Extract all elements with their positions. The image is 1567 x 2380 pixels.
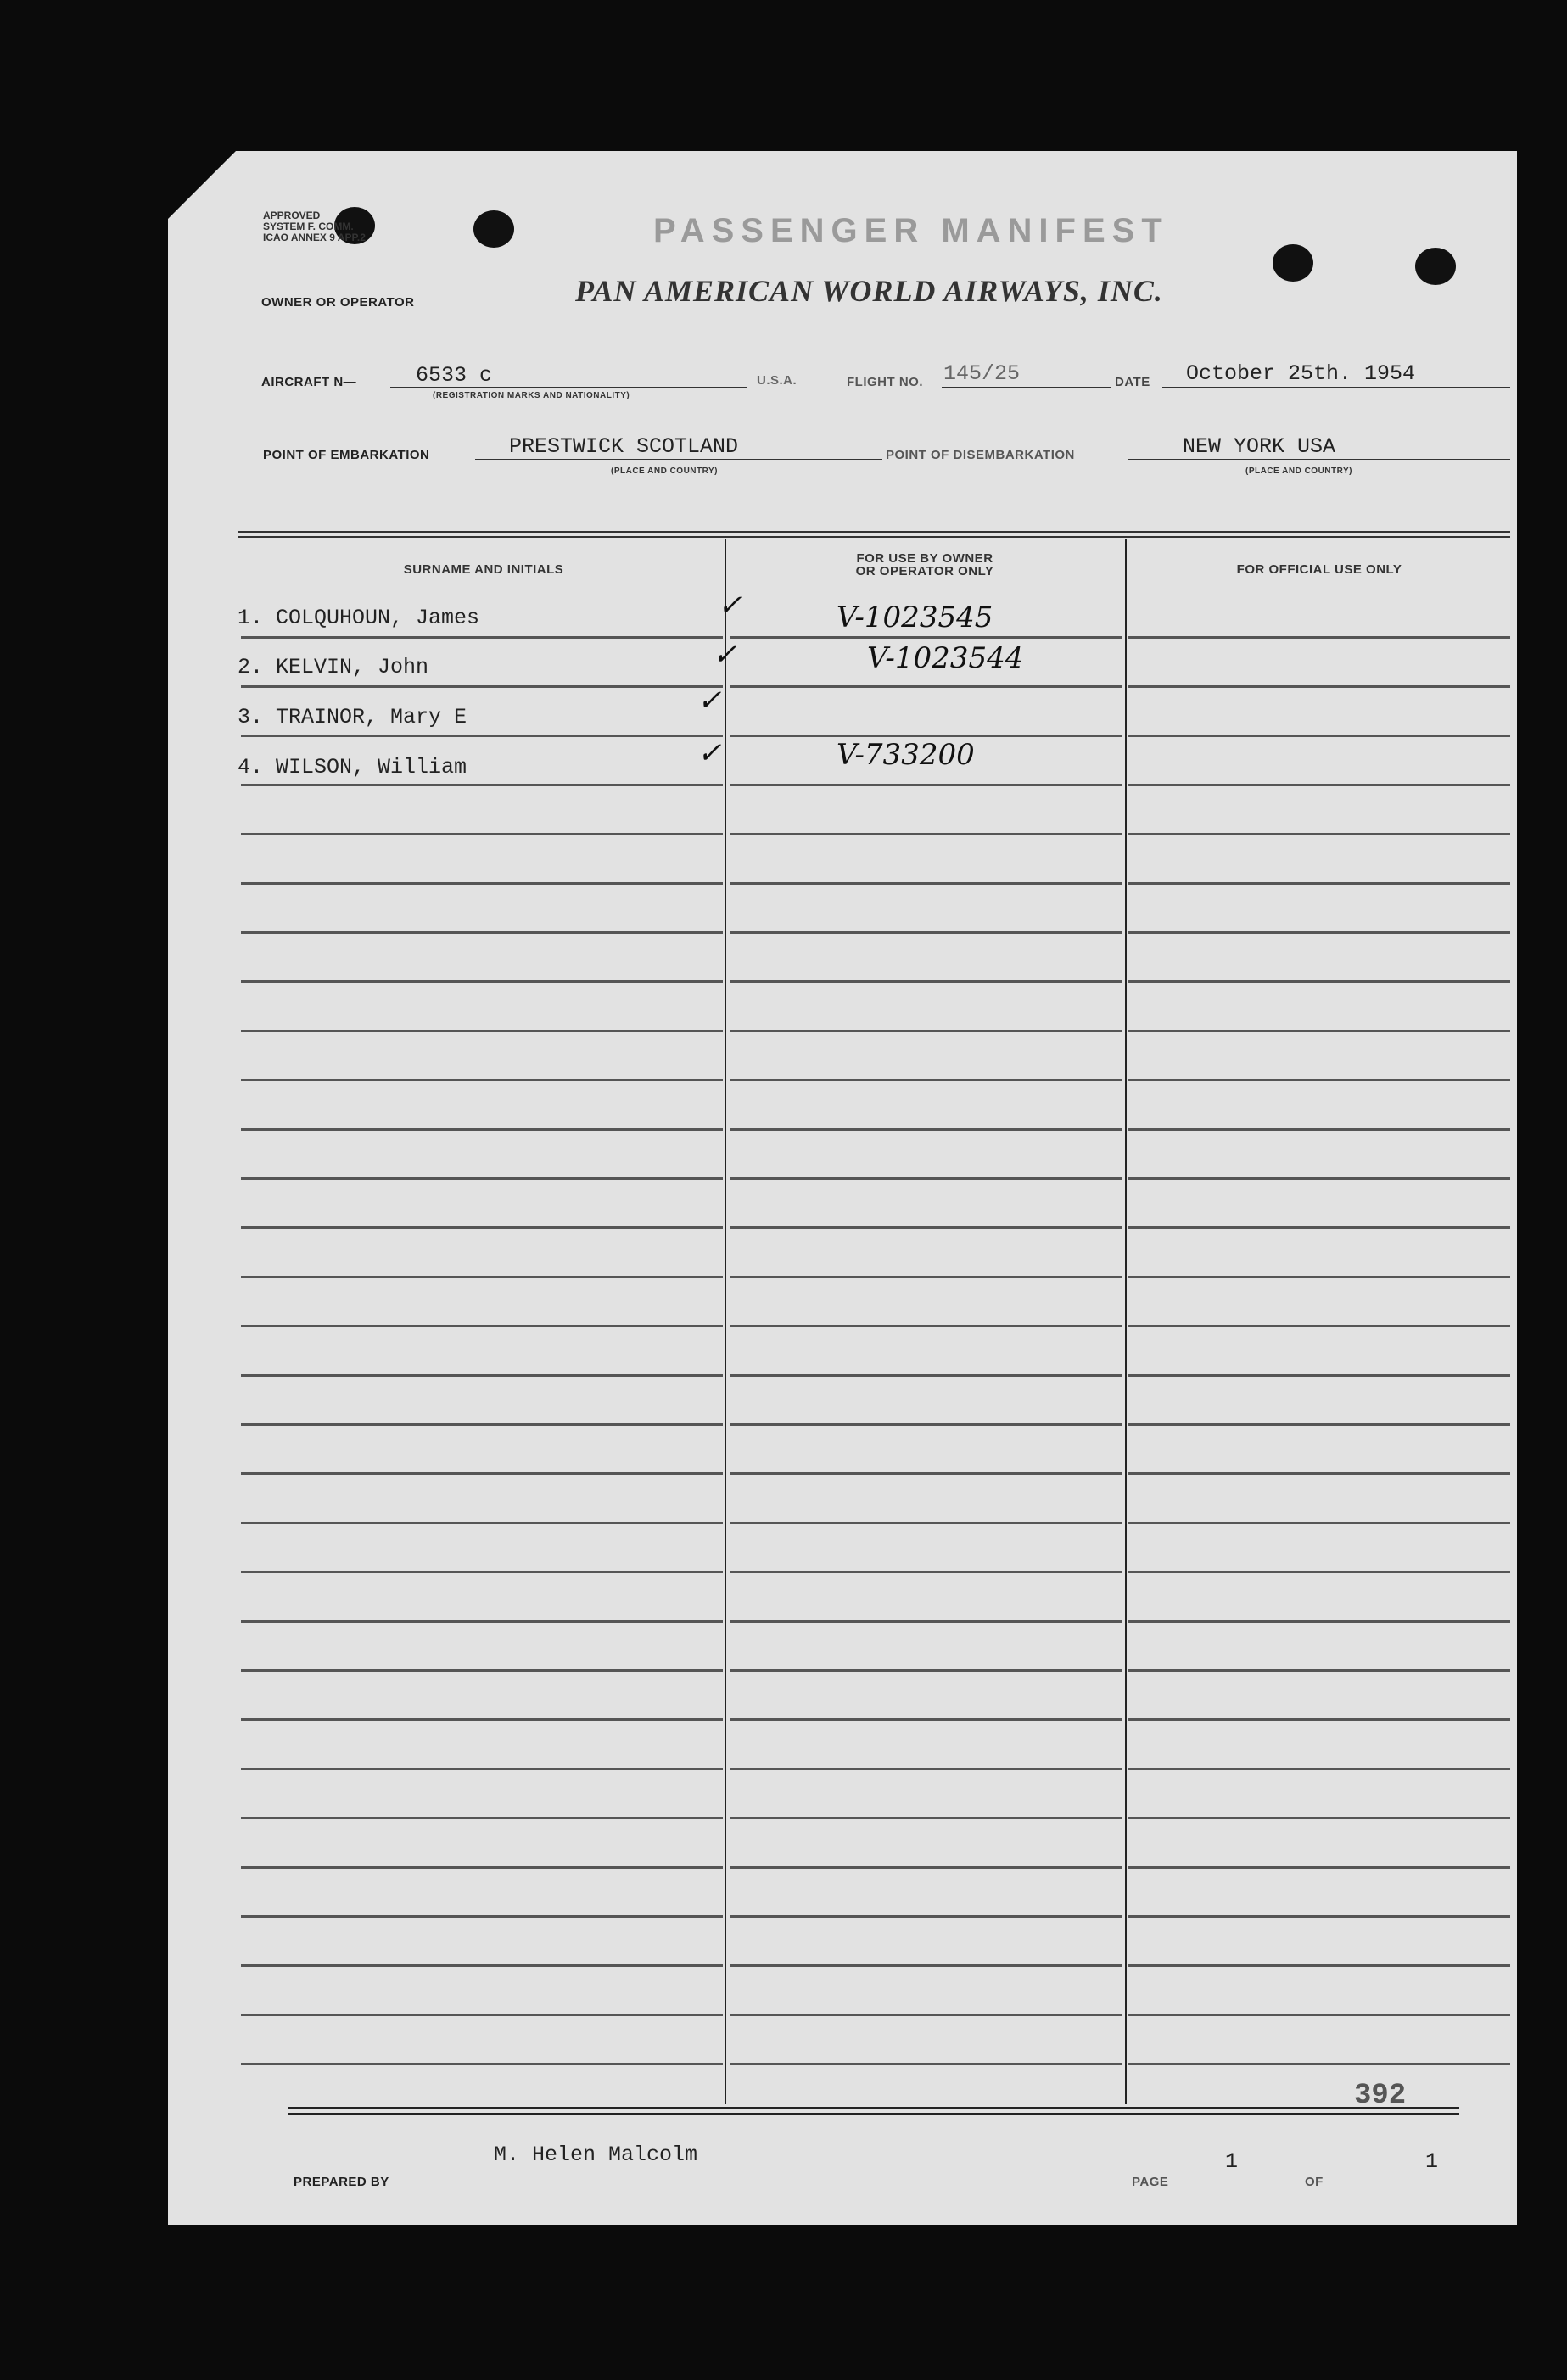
table-row-line (1128, 1226, 1510, 1229)
passenger-row-2-name: 2. KELVIN, John (238, 655, 429, 679)
table-row-line (730, 1276, 1122, 1278)
column-divider (1125, 539, 1127, 2104)
table-row-line (730, 735, 1122, 737)
table-row-line (241, 1325, 723, 1327)
owner-code-2: V-1023544 (867, 641, 1024, 675)
table-row-line (1128, 1276, 1510, 1278)
punch-hole (1415, 248, 1456, 285)
embarkation-label: POINT OF EMBARKATION (263, 448, 430, 462)
table-row-line (241, 685, 723, 688)
table-row-line (1128, 1620, 1510, 1623)
of-label: OF (1305, 2175, 1324, 2189)
passenger-row-3-name: 3. TRAINOR, Mary E (238, 705, 467, 729)
table-row-line (730, 1423, 1122, 1426)
aircraft-label: AIRCRAFT N— (261, 375, 357, 389)
punch-hole (473, 210, 514, 248)
table-row-line (730, 1522, 1122, 1524)
table-row-line (730, 2014, 1122, 2016)
table-row-line (1128, 1669, 1510, 1672)
date-label: DATE (1115, 375, 1150, 389)
page-label: PAGE (1132, 2175, 1169, 2189)
table-row-line (241, 1226, 723, 1229)
table-row-line (1128, 1571, 1510, 1573)
table-row-line (241, 1620, 723, 1623)
table-row-line (1128, 1030, 1510, 1032)
flight-label: FLIGHT NO. (847, 375, 923, 389)
passenger-row-1-name: 1. COLQUHOUN, James (238, 606, 480, 630)
table-row-line (1128, 1866, 1510, 1869)
table-row-line (730, 931, 1122, 934)
table-row-line (241, 882, 723, 885)
table-row-line (241, 1472, 723, 1475)
table-row-line (241, 1177, 723, 1180)
registration-note: (REGISTRATION MARKS AND NATIONALITY) (433, 391, 630, 400)
check-mark-1: ✓ (718, 589, 742, 623)
passenger-row-4-name: 4. WILSON, William (238, 755, 467, 779)
flight-underline (942, 387, 1111, 388)
table-row-line (1128, 2063, 1510, 2065)
table-row-line (1128, 784, 1510, 786)
table-row-line (730, 980, 1122, 983)
check-mark-4: ✓ (697, 736, 722, 770)
table-row-line (1128, 1522, 1510, 1524)
table-row-line (730, 1030, 1122, 1032)
owner-code-4: V-733200 (837, 738, 975, 772)
col-header-official: FOR OFFICIAL USE ONLY (1236, 562, 1402, 577)
table-row-line (1128, 2014, 1510, 2016)
table-row-line (730, 1915, 1122, 1918)
table-row-line (1128, 833, 1510, 835)
col-header-surname: SURNAME AND INITIALS (403, 562, 564, 577)
table-row-line (1128, 1128, 1510, 1131)
approval-line-3: ICAO ANNEX 9 APP.2 (263, 232, 366, 243)
table-row-line (1128, 1768, 1510, 1770)
table-row-line (1128, 1718, 1510, 1721)
punch-hole (1273, 244, 1313, 282)
table-row-line (1128, 882, 1510, 885)
form-title: PASSENGER MANIFEST (653, 212, 1169, 249)
table-row-line (1128, 1915, 1510, 1918)
table-row-line (1128, 1817, 1510, 1819)
embarkation-value: PRESTWICK SCOTLAND (509, 434, 739, 459)
table-row-line (730, 1226, 1122, 1229)
check-mark-3: ✓ (697, 684, 722, 718)
table-row-line (730, 1128, 1122, 1131)
approval-line-1: APPROVED (263, 210, 321, 221)
folded-corner (168, 151, 236, 219)
table-row-line (730, 1768, 1122, 1770)
table-row-line (730, 1325, 1122, 1327)
table-row-line (730, 636, 1122, 639)
table-row-line (241, 1768, 723, 1770)
table-row-line (241, 980, 723, 983)
table-row-line (730, 833, 1122, 835)
table-row-line (241, 1374, 723, 1377)
check-mark-2: ✓ (713, 638, 737, 672)
approval-line-2: SYSTEM F. COMM. (263, 221, 354, 232)
table-row-line (241, 636, 723, 639)
table-row-line (241, 1964, 723, 1967)
embarkation-underline (475, 459, 882, 460)
usa-label: U.S.A. (757, 373, 797, 388)
table-row-line (241, 1128, 723, 1131)
table-row-line (1128, 1177, 1510, 1180)
column-divider (725, 539, 726, 2104)
table-row-line (241, 1522, 723, 1524)
prepared-label: PREPARED BY (294, 2175, 389, 2189)
table-row-line (730, 1374, 1122, 1377)
table-row-line (241, 1669, 723, 1672)
table-row-line (1128, 1079, 1510, 1081)
table-row-line (730, 2063, 1122, 2065)
col-header-owner-1: FOR USE BY OWNER (856, 551, 993, 566)
table-row-line (241, 931, 723, 934)
footer-rule (288, 2107, 1459, 2109)
footer-rule-2 (288, 2113, 1459, 2115)
col-header-owner-2: OR OPERATOR ONLY (855, 564, 994, 578)
table-row-line (730, 1620, 1122, 1623)
table-top-rule (238, 531, 1510, 533)
owner-label: OWNER OR OPERATOR (261, 295, 415, 310)
disembarkation-value: NEW YORK USA (1183, 434, 1336, 459)
table-row-line (730, 685, 1122, 688)
flight-value: 145/25 (943, 361, 1021, 386)
table-row-line (241, 1030, 723, 1032)
table-row-line (241, 2014, 723, 2016)
table-row-line (730, 1669, 1122, 1672)
disembarkation-place-note: (PLACE AND COUNTRY) (1245, 467, 1352, 476)
disembarkation-label: POINT OF DISEMBARKATION (886, 448, 1075, 462)
table-row-line (1128, 980, 1510, 983)
of-value: 1 (1425, 2149, 1439, 2174)
table-row-line (241, 2063, 723, 2065)
owner-value: PAN AMERICAN WORLD AIRWAYS, INC. (575, 274, 1163, 308)
table-row-line (730, 1079, 1122, 1081)
table-row-line (730, 1472, 1122, 1475)
table-row-line (730, 1866, 1122, 1869)
table-row-line (241, 735, 723, 737)
owner-code-1: V-1023545 (837, 601, 993, 634)
date-underline (1162, 387, 1510, 388)
table-row-line (730, 1817, 1122, 1819)
table-row-line (1128, 1964, 1510, 1967)
disembarkation-underline (1128, 459, 1510, 460)
stamp-number: 392 (1354, 2080, 1407, 2112)
table-row-line (730, 1177, 1122, 1180)
table-row-line (241, 1866, 723, 1869)
table-row-line (1128, 735, 1510, 737)
table-row-line (1128, 1423, 1510, 1426)
page-value: 1 (1225, 2149, 1239, 2174)
table-row-line (1128, 1325, 1510, 1327)
prepared-value: M. Helen Malcolm (494, 2143, 698, 2167)
table-row-line (241, 1915, 723, 1918)
table-row-line (1128, 1472, 1510, 1475)
table-row-line (241, 1718, 723, 1721)
table-row-line (241, 1817, 723, 1819)
table-row-line (241, 833, 723, 835)
table-row-line (241, 1079, 723, 1081)
embarkation-place-note: (PLACE AND COUNTRY) (611, 467, 718, 476)
table-row-line (1128, 636, 1510, 639)
table-row-line (241, 784, 723, 786)
date-value: October 25th. 1954 (1186, 361, 1416, 386)
table-row-line (730, 1718, 1122, 1721)
table-row-line (730, 1964, 1122, 1967)
table-row-line (241, 1423, 723, 1426)
table-row-line (241, 1276, 723, 1278)
table-row-line (730, 1571, 1122, 1573)
aircraft-value: 6533 c (416, 363, 493, 388)
table-row-line (1128, 1374, 1510, 1377)
table-row-line (1128, 685, 1510, 688)
table-row-line (730, 882, 1122, 885)
table-row-line (1128, 931, 1510, 934)
table-row-line (241, 1571, 723, 1573)
table-top-rule-2 (238, 536, 1510, 538)
table-row-line (730, 784, 1122, 786)
